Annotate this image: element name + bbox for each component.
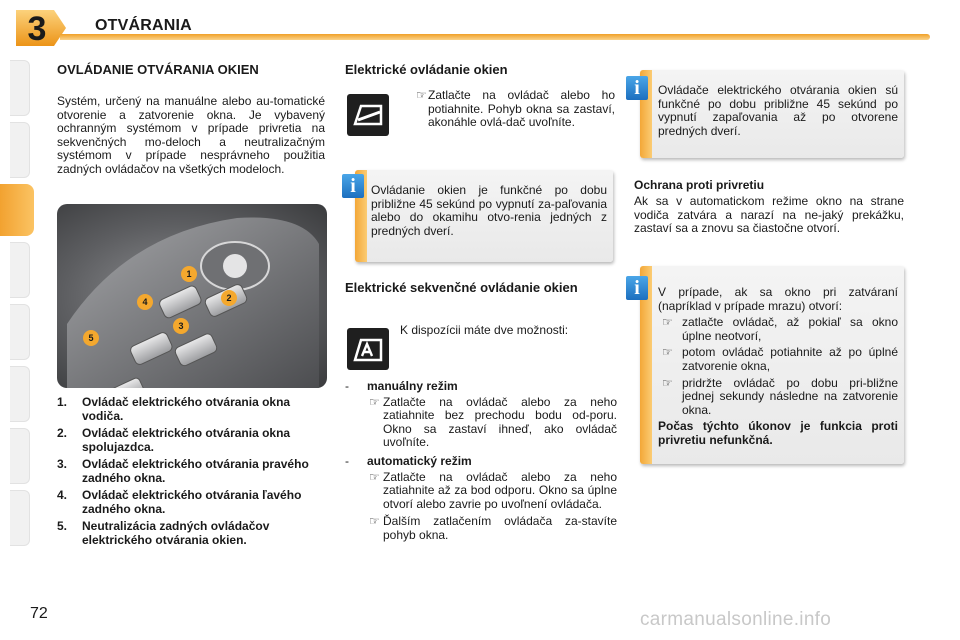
chapter-tabs	[0, 60, 40, 580]
list-item: ☞ zatlačte ovládač, až pokiaľ sa okno úplne neotvorí,	[662, 315, 898, 343]
page-number: 72	[30, 605, 48, 622]
anti-pinch-heading: Ochrana proti privretiu	[634, 178, 765, 192]
mode-manual: - manuálny režim ☞ Zatlačte na ovládač alebo za neho zatiahnite bez prechodu bodu od-poru. Okno sa zastaví ihneď, ako ovládač uvoľníte.	[345, 379, 617, 450]
mode-automatic: - automatický režim ☞ Zatlačte na ovládač alebo za neho zatiahnite až za bod odporu. Okno sa úplne otvorí alebo zavrie po uvoľnení ovládača. ☞ Ďalším zatlačením ovládača za-stavíte pohyb okna.	[345, 453, 617, 542]
electric-windows-heading: Elektrické ovládanie okien	[345, 62, 508, 77]
chapter-badge	[10, 4, 68, 52]
legend-item: 4. Ovládač elektrického otvárania ľavého zadného okna.	[57, 488, 302, 516]
callout-1: 1	[186, 269, 192, 279]
list-item: ☞ pridržte ovládač po dobu pri-bližne jednej sekundy následne na zatvorenie okna.	[662, 375, 898, 417]
hand-bullet-icon: ☞	[416, 88, 427, 102]
mode-list	[345, 380, 617, 548]
chapter-tab[interactable]	[10, 242, 30, 298]
callout-4: 4	[142, 297, 148, 307]
hand-bullet-icon: ☞	[369, 469, 380, 484]
list-item: ☞ Zatlačte na ovládač alebo za neho zatiahnite bez prechodu bodu od-poru. Okno sa zastaví ihneď, ako ovládač uvoľníte.	[369, 394, 617, 450]
warning-note: Počas týchto úkonov je funkcia proti privretiu nefunkčná.	[658, 419, 898, 447]
header	[95, 14, 615, 40]
hand-bullet-icon: ☞	[369, 514, 380, 529]
window-switches-photo	[57, 204, 327, 388]
legend-item: 2. Ovládač elektrického otvárania okna spolujazdca.	[57, 426, 291, 454]
section-heading: OVLÁDANIE OTVÁRANIA OKIEN	[57, 62, 259, 77]
chapter-tab[interactable]	[10, 122, 30, 178]
chapter-tab[interactable]	[10, 490, 30, 546]
chapter-tab[interactable]	[10, 304, 30, 360]
list-item: ☞ Zatlačte na ovládač alebo za neho zatiahnite až za bod odporu. Okno sa úplne otvorí alebo zavrie po uvoľnení ovládača.	[369, 469, 617, 511]
auto-window-switch-icon	[347, 328, 389, 370]
anti-pinch-text: Ak sa v automatickom režime okno na strane vodiča zatvára a narazí na ne-jaký prekážku, zastaví sa a znovu sa čiastočne otvorí.	[634, 194, 904, 236]
electric-instruction: ☞ Zatlačte na ovládač alebo ho potiahnite. Pohyb okna sa zastaví, akonáhle ovlá-dač uvoľníte.	[416, 88, 615, 130]
legend-item: 1. Ovládač elektrického otvárania okna vodiča.	[57, 395, 291, 423]
sequential-windows-heading: Elektrické sekvenčné ovládanie okien	[345, 280, 578, 295]
info-box-reinitialise: V prípade, ak sa okno pri zatváraní (napríklad v prípade mrazu) otvorí: ☞ zatlačte ovládač, až pokiaľ sa okno úplne neotvorí, ☞ potom ovládač potiahnite až po úplné zatvorenie okna, ☞ pridržte ovládač po dobu pri-bližne jednej sekundy následne na zatvorenie okna. Počas týchto úkonov je funkcia proti privretiu nefunkčná.	[640, 266, 904, 464]
info-icon: i	[342, 174, 364, 198]
hand-bullet-icon: ☞	[662, 315, 673, 330]
hand-bullet-icon: ☞	[662, 345, 673, 360]
callout-2: 2	[226, 293, 232, 303]
chapter-title: OTVÁRANIA	[95, 17, 192, 34]
chapter-tab[interactable]	[10, 366, 30, 422]
list-item: ☞ Ďalším zatlačením ovládača za-stavíte pohyb okna.	[369, 514, 617, 542]
info-box-controls-timeout: Ovládače elektrického otvárania okien sú funkčné po dobu približne 45 sekúnd po vypnutí zapaľovania až po otvorene predných dverí.	[640, 70, 904, 158]
info-box-timeout: Ovládanie okien je funkčné po dobu približne 45 sekúnd po vypnutí za-paľovania alebo do okamihu otvo-renia jedných z predných dverí.	[355, 170, 613, 262]
info-icon: i	[626, 276, 648, 300]
chapter-number: 3	[27, 10, 47, 48]
hand-bullet-icon: ☞	[662, 375, 673, 390]
chapter-tab[interactable]	[10, 428, 30, 484]
intro-paragraph: Systém, určený na manuálne alebo au-tomatické otvorenie a zatvorenie okna. Je vybavený ochranným systémom v prípade privretia na sekvenčných mo-deloch a neutralizačným systémom v prípade nesprávneho použitia zadných ovládačov na všetkých modeloch.	[57, 94, 325, 176]
legend-item: 5. Neutralizácia zadných ovládačov elektrického otvárania okien.	[57, 519, 270, 547]
legend-item: 3. Ovládač elektrického otvárania pravého zadného okna.	[57, 457, 309, 485]
watermark-text: carmanualsonline.info	[640, 609, 832, 630]
hand-bullet-icon: ☞	[369, 394, 380, 409]
callout-5: 5	[88, 333, 94, 343]
callout-3: 3	[178, 321, 184, 331]
window-switch-icon	[347, 94, 389, 136]
info-icon: i	[626, 76, 648, 100]
switch-legend	[57, 396, 327, 551]
sequential-intro: K dispozícii máte dve možnosti:	[400, 323, 569, 337]
chapter-tab[interactable]	[10, 60, 30, 116]
chapter-tab-active[interactable]	[0, 184, 34, 236]
list-item: ☞ potom ovládač potiahnite až po úplné zatvorenie okna,	[662, 345, 898, 373]
